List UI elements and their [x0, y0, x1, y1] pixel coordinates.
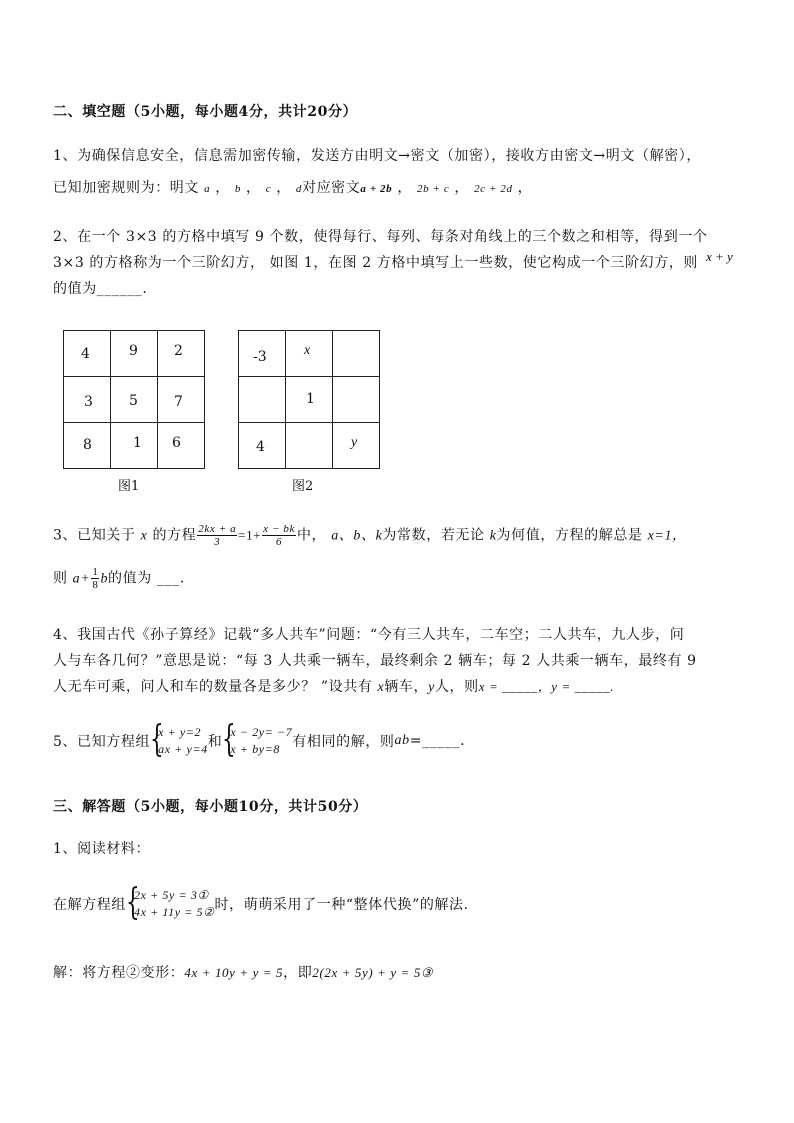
s3-intro-prefix: 在解方程组: [53, 897, 126, 913]
fig2-cell: [239, 377, 286, 423]
fig2-cell: x: [286, 331, 333, 377]
fig1-cell: 5: [111, 377, 158, 423]
solution-x-eq-1: x=1，: [647, 528, 687, 544]
q3-line1: [53, 523, 687, 548]
answer-y-blank: ，y = _____.: [537, 679, 615, 694]
section-title-fill-in: 二、填空题（5小题，每小题4分，共计20分）: [53, 104, 358, 120]
magic-square-figure-1: [63, 330, 205, 469]
var-y-q4: y: [428, 680, 435, 695]
s3-sol-prefix: 解：将方程②变形：: [53, 965, 185, 981]
q5-prefix: 5、已知方程组: [53, 734, 151, 750]
fig1-cell: 2: [158, 331, 205, 377]
q3-line2: [53, 566, 185, 591]
fig2-cell: [333, 377, 380, 423]
figure-2-caption: 图2: [292, 479, 314, 494]
equals-one-plus: =1+: [238, 527, 262, 543]
cipher-3: 2c + 2d: [474, 183, 513, 195]
section-title-answer: 三、解答题（5小题，每小题10分，共计50分）: [53, 799, 368, 815]
var-b-q3: b: [100, 571, 109, 587]
s3-sol-eq1: 4x + 10y + y = 5: [184, 965, 284, 980]
q3-suffix: 的值为 ___.: [108, 570, 185, 587]
s3-intro: [53, 882, 469, 923]
q3-then: 则: [53, 570, 68, 587]
s3-intro-suffix: 时，萌萌采用了一种“整体代换”的解法.: [214, 897, 469, 913]
s3-q1-label: 1、阅读材料：: [53, 841, 151, 857]
q5-suffix-b: =_____.: [409, 733, 466, 749]
q5-suffix-a: 有相同的解，则: [292, 734, 395, 750]
answer-x-blank: x = _____: [478, 679, 538, 694]
q5-and: 和: [207, 734, 223, 750]
q2-line3: 的值为______.: [53, 281, 148, 297]
q4-line3: [53, 676, 614, 696]
fig1-cell: 6: [158, 423, 205, 469]
fig2-cell: -3: [239, 331, 286, 377]
fig1-cell: 7: [158, 377, 205, 423]
s3-sol-eq2: 2(2x + 5y) + y = 5③: [312, 965, 434, 980]
q3-mid3: 为常数，若无论: [382, 527, 485, 544]
equation-system-3: { 2x + 5y = 3① 4x + 11y = 5②: [126, 882, 215, 923]
q2-expr: x + y: [706, 249, 733, 264]
cipher-2: 2b + c: [416, 183, 450, 195]
var-d: d: [295, 183, 302, 195]
fraction-rhs: $\frac{x - bk}{6}$: [263, 523, 295, 548]
fraction-one-eighth: $\frac{1}{8}$: [92, 566, 99, 591]
q1-line2: 已知加密规则为：明文 a ， b ， c ， d对应密文a + 2b ， 2b + c ， 2c + 2d ，: [53, 180, 533, 196]
var-a: a: [204, 183, 211, 195]
q1-cipher-label: 对应密文: [301, 180, 361, 196]
fig2-cell: 4: [239, 423, 286, 469]
fig2-cell: [333, 331, 380, 377]
fig2-cell: [286, 423, 333, 469]
q3-prefix: 3、已知关于: [53, 527, 136, 544]
fraction-lhs: $\frac{2kx + a}{3}$: [198, 523, 237, 548]
s3-solution-line: [53, 962, 433, 982]
var-k: k: [489, 528, 497, 544]
a-plus: a+: [72, 571, 91, 587]
figure-1-caption: 图1: [118, 479, 140, 494]
q3-mid2: 中，: [296, 527, 327, 544]
equation-system-2: { x − 2y= −7 x + by=8: [222, 719, 293, 760]
q4-line1: 4、我国古代《孙子算经》记载“多人共车”问题：“今有三人共车，二车空；二人共车，九人步，问: [53, 627, 685, 643]
q1-rule-text: 已知加密规则为：明文: [53, 180, 199, 196]
q4-text-a: 人无车可乘，问人和车的数量各是多少？ ”设共有: [53, 679, 373, 695]
fig1-cell: 1: [111, 423, 158, 469]
var-x: x: [140, 528, 148, 544]
var-ab: ab: [394, 733, 410, 748]
constants-abk: a、b、k: [331, 528, 383, 544]
q4-text-b: 辆车，: [384, 679, 429, 695]
fig1-cell: 8: [64, 423, 111, 469]
equation-system-1: { x + y=2 ax + y=4: [150, 719, 208, 760]
fig1-cell: 3: [64, 377, 111, 423]
q1-line1: 1、为确保信息安全，信息需加密传输，发送方由明文→密文（加密），接收方由密文→明文（解密），: [53, 148, 701, 164]
var-b: b: [234, 183, 241, 195]
fig2-cell: 1: [286, 377, 333, 423]
fig1-cell: 9: [111, 331, 158, 377]
magic-square-figure-2: [238, 330, 380, 469]
s3-sol-mid: ，即: [283, 965, 313, 981]
q3-mid1: 的方程: [152, 527, 197, 544]
q4-line2: 人与车各几何？”意思是说：“每 3 人共乘一辆车，最终剩余 2 辆车；每 2 人共乘一辆车，最终有 9: [53, 653, 697, 669]
q4-text-c: 人，则: [434, 679, 479, 695]
fig1-cell: 4: [64, 331, 111, 377]
cipher-1: a + 2b: [360, 183, 393, 195]
q3-mid4: 为何值，方程的解总是: [496, 527, 643, 544]
q5-line: [53, 719, 466, 760]
q2-line2: 3×3 的方格称为一个三阶幻方， 如图 1，在图 2 方格中填写上一些数，使它构成一个三阶幻方，则: [53, 255, 699, 271]
var-c: c: [265, 183, 272, 195]
var-x-q4: x: [377, 680, 385, 695]
fig2-cell: y: [333, 423, 380, 469]
q2-line1: 2、在一个 3×3 的方格中填写 9 个数，使得每行、每列、每条对角线上的三个数之和相等，得到一个: [53, 229, 708, 245]
